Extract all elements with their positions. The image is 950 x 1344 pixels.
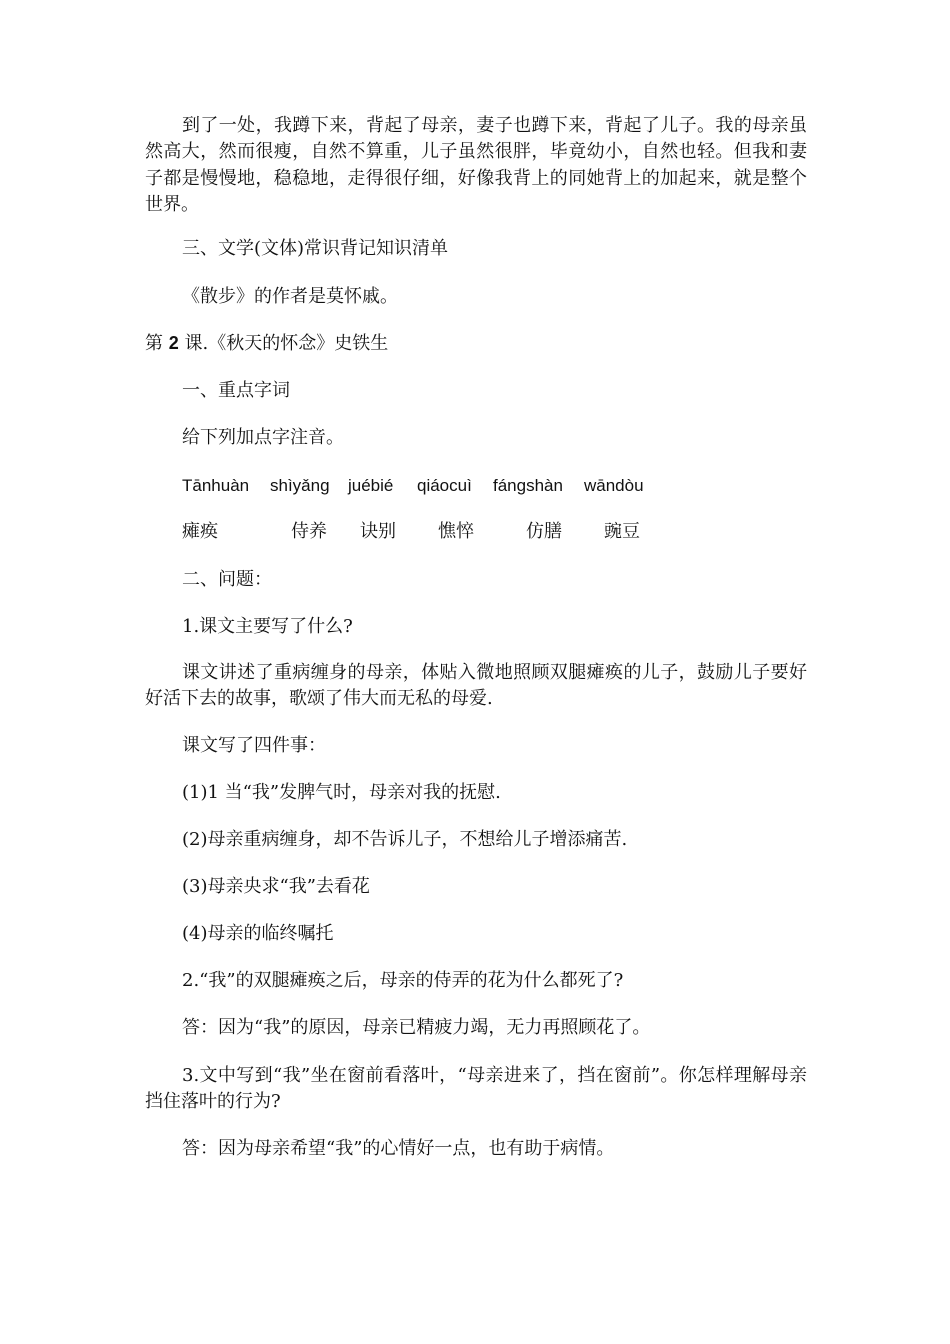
answer-2: 答：因为“我”的原因，母亲已精疲力竭，无力再照顾花了。: [182, 1017, 651, 1038]
lesson-heading: [145, 330, 388, 357]
lesson-number: 2: [168, 333, 179, 353]
question-3: 3.文中写到“我”坐在窗前看落叶，“母亲进来了，挡在窗前”。你怎样理解母亲挡住落叶的行为?: [145, 1065, 807, 1113]
lesson-unit: 课.: [184, 333, 209, 354]
answer-1: 课文讲述了重病缠身的母亲，体贴入微地照顾双腿瘫痪的儿子，鼓励儿子要好好活下去的故事，歌颂了伟大而无私的母爱.: [145, 662, 807, 710]
instruction-text: 给下列加点字注音。: [182, 427, 344, 448]
thing-4: (4)母亲的临终嘱托: [182, 923, 334, 944]
pinyin-6: wāndòu: [584, 476, 644, 495]
author-note: 《散步》的作者是莫怀戚。: [182, 286, 398, 307]
pinyin-2: shìyǎng: [270, 476, 330, 495]
pinyin-3: juébié: [348, 476, 394, 495]
question-2: 2.“我”的双腿瘫痪之后，母亲的侍弄的花为什么都死了?: [182, 970, 624, 991]
thing-3: (3)母亲央求“我”去看花: [182, 876, 370, 897]
questions-heading: 二、问题：: [182, 569, 272, 590]
hanzi-1: 瘫痪: [182, 521, 218, 542]
thing-2: (2)母亲重病缠身，却不告诉儿子，不想给儿子增添痛苦.: [182, 829, 628, 850]
thing-1: (1)1 当“我”发脾气时，母亲对我的抚慰.: [182, 782, 501, 803]
answer-3: 答：因为母亲希望“我”的心情好一点，也有助于病情。: [182, 1138, 615, 1159]
hanzi-5: 仿膳: [526, 521, 562, 542]
section-three-heading: 三、文学(文体)常识背记知识清单: [182, 238, 449, 259]
question-1: 1.课文主要写了什么?: [182, 616, 353, 637]
hanzi-2: 侍养: [291, 521, 327, 542]
intro-paragraph: 到了一处，我蹲下来，背起了母亲，妻子也蹲下来，背起了儿子。我的母亲虽然高大，然而很瘦，自然不算重，儿子虽然很胖，毕竟幼小，自然也轻。但我和妻子都是慢慢地，稳稳地，走得很仔细，好像我背上的同她背上的加起来，就是整个世界。: [145, 115, 807, 215]
hanzi-4: 憔悴: [438, 521, 474, 542]
pinyin-5: fángshàn: [493, 476, 563, 495]
four-things-intro: 课文写了四件事：: [182, 735, 326, 756]
pinyin-1: Tānhuàn: [182, 476, 250, 495]
pinyin-4: qiáocuì: [417, 476, 472, 495]
hanzi-3: 诀别: [360, 521, 396, 542]
lesson-title: 《秋天的怀念》史铁生: [208, 333, 389, 354]
hanzi-6: 豌豆: [604, 521, 640, 542]
key-words-heading: 一、重点字词: [182, 380, 290, 401]
lesson-prefix: 第: [145, 333, 163, 354]
